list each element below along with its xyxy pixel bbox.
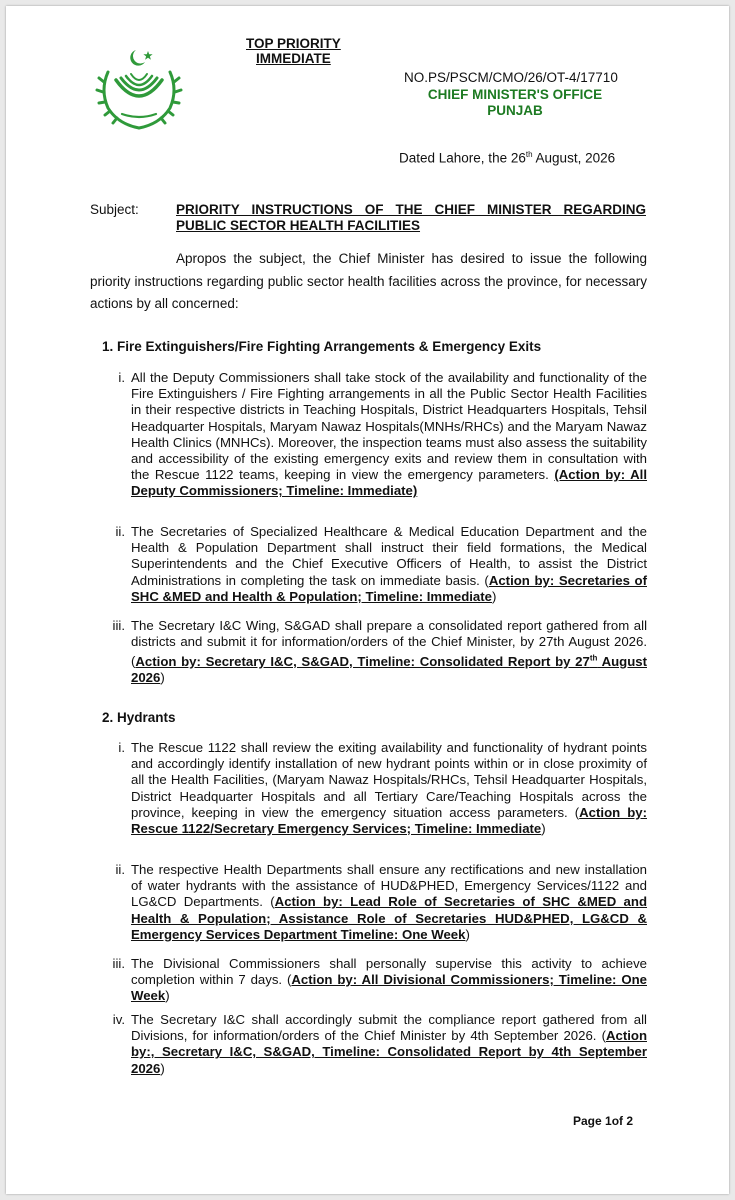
item-number: i. bbox=[118, 740, 125, 755]
subject-text: PRIORITY INSTRUCTIONS OF THE CHIEF MINISTER REGARDING PUBLIC SECTOR HEALTH FACILITIES bbox=[176, 202, 646, 233]
item-body bbox=[131, 862, 647, 943]
office-name: CHIEF MINISTER'S OFFICE bbox=[427, 87, 603, 102]
item-action: Action by: Secretaries of SHC &MED and Health & Population; Timeline: Immediate bbox=[131, 572, 647, 604]
item-tail: ) bbox=[492, 588, 497, 604]
date-suffix: August, 2026 bbox=[532, 150, 616, 166]
item-body bbox=[131, 618, 647, 686]
item-action bbox=[131, 654, 647, 685]
item-body bbox=[131, 740, 647, 837]
item-tail: ) bbox=[165, 988, 170, 1004]
date-prefix: Dated Lahore, the 26 bbox=[399, 150, 526, 166]
office-province: PUNJAB bbox=[487, 103, 543, 118]
issuing-office bbox=[420, 87, 610, 119]
list-item bbox=[106, 740, 647, 837]
item-tail: ) bbox=[160, 1060, 165, 1076]
priority-line-top: TOP PRIORITY bbox=[246, 36, 341, 51]
item-action-rest: August 2026 bbox=[131, 653, 647, 685]
page-number: Page 1of 2 bbox=[573, 1114, 634, 1128]
item-body bbox=[131, 370, 647, 500]
item-number: iii. bbox=[112, 618, 125, 633]
item-number: ii. bbox=[115, 524, 125, 539]
item-body bbox=[131, 956, 647, 1005]
section-heading-fire: 1. Fire Extinguishers/Fire Fighting Arrangements & Emergency Exits bbox=[102, 339, 542, 354]
item-action: Action by: All Divisional Commissioners; Timeline: One Week bbox=[131, 972, 647, 1004]
item-body bbox=[131, 524, 647, 605]
item-number: ii. bbox=[115, 862, 125, 877]
list-item bbox=[106, 370, 647, 500]
intro-paragraph: Apropos the subject, the Chief Minister has desired to issue the following priority instructions regarding public sector health facilities across the province, for necessary actions by all concerned: bbox=[90, 251, 647, 311]
item-text: The Secretary I&C Wing, S&GAD shall prepare a consolidated report gathered from all districts and submit it for information/orders of the Chief Minister, by 27th August 2026. ( bbox=[131, 618, 647, 669]
punjab-government-emblem-icon bbox=[94, 42, 184, 132]
item-number: i. bbox=[118, 370, 125, 385]
item-tail: ) bbox=[541, 821, 546, 837]
document-page bbox=[6, 6, 729, 1194]
date-ordinal: th bbox=[525, 150, 533, 159]
item-action: Action by: Rescue 1122/Secretary Emergency Services; Timeline: Immediate bbox=[131, 804, 647, 837]
reference-number: NO.PS/PSCM/CMO/26/OT-4/17710 bbox=[404, 70, 618, 85]
item-action: Action by: Lead Role of Secretaries of SHC &MED and Health & Population; Assistance Role of Secretaries HUD&PHED, LG&CD & Emergency Services Department Timeline: One Week bbox=[131, 894, 648, 942]
section-heading-hydrants: 2. Hydrants bbox=[102, 710, 176, 725]
date-line bbox=[399, 150, 615, 166]
item-text: The Divisional Commissioners shall personally supervise this activity to achieve completion within 7 days. ( bbox=[131, 956, 647, 988]
item-text: The respective Health Departments shall ensure any rectifications and new installation of water hydrants with the assistance of HUD&PHED, Emergency Services/1122 and LG&CD Departments. ( bbox=[131, 862, 647, 910]
list-item bbox=[106, 956, 647, 1005]
list-item bbox=[106, 1012, 647, 1077]
item-text: The Rescue 1122 shall review the exiting availability and functionality of hydrant points and accordingly identify installation of new hydrant points within or in close proximity of all the Health Facilities, (Maryam Nawaz Hospitals/RHCs, Tehsil Headquarter Hospitals, District Headquarter Hospitals and all Tertiary Care/Teaching Hospitals across the province, keeping in view the emergency situation access parameters. ( bbox=[131, 740, 647, 820]
item-number: iii. bbox=[112, 956, 125, 971]
list-item bbox=[106, 862, 647, 943]
item-text: The Secretary I&C shall accordingly submit the compliance report gathered from all Divisions, for information/orders of the Chief Minister by 4th September 2026. ( bbox=[131, 1012, 647, 1044]
list-item bbox=[106, 524, 647, 605]
item-body bbox=[131, 1012, 647, 1077]
item-text: All the Deputy Commissioners shall take stock of the availability and functionality of the Fire Extinguishers / Fire Fighting arrangements in all the Public Sector Health Facilities in their respective districts in Teaching Hospitals, District Headquarters Hospitals, Tehsil Headquarter Hospitals, Maryam Nawaz Hospitals(MNHs/RHCs) and the Maryam Nawaz Health Clinics (MNHCs). Moreover, the inspection teams must also assess the suitability and accessibility of the existing emergency exits and review them in consultation with the Rescue 1122 teams, keeping in view the emergency parameters. bbox=[131, 370, 647, 483]
item-text: The Secretaries of Specialized Healthcare & Medical Education Department and the Health & Population Department shall instruct their field formations, the Medical Superintendents and the Chief Executive Officers of Health, to assist the District Administrations in completing the task on immediate basis. ( bbox=[131, 524, 647, 588]
subject-label: Subject: bbox=[90, 202, 139, 217]
item-action-main: Action by: Secretary I&C, S&GAD, Timeline: Consolidated Report by 27 bbox=[135, 653, 590, 669]
list-item bbox=[106, 618, 647, 686]
item-action: Action by:, Secretary I&C, S&GAD, Timeline: Consolidated Report by 4th September 2026 bbox=[131, 1028, 647, 1076]
item-action: (Action by: All Deputy Commissioners; Timeline: Immediate) bbox=[131, 467, 648, 499]
item-tail: ) bbox=[465, 926, 470, 942]
item-tail: ) bbox=[160, 670, 165, 685]
item-action-ordinal: th bbox=[589, 653, 598, 663]
priority-stamp bbox=[246, 36, 341, 66]
priority-line-immediate: IMMEDIATE bbox=[256, 51, 331, 66]
item-number: iv. bbox=[112, 1012, 125, 1027]
